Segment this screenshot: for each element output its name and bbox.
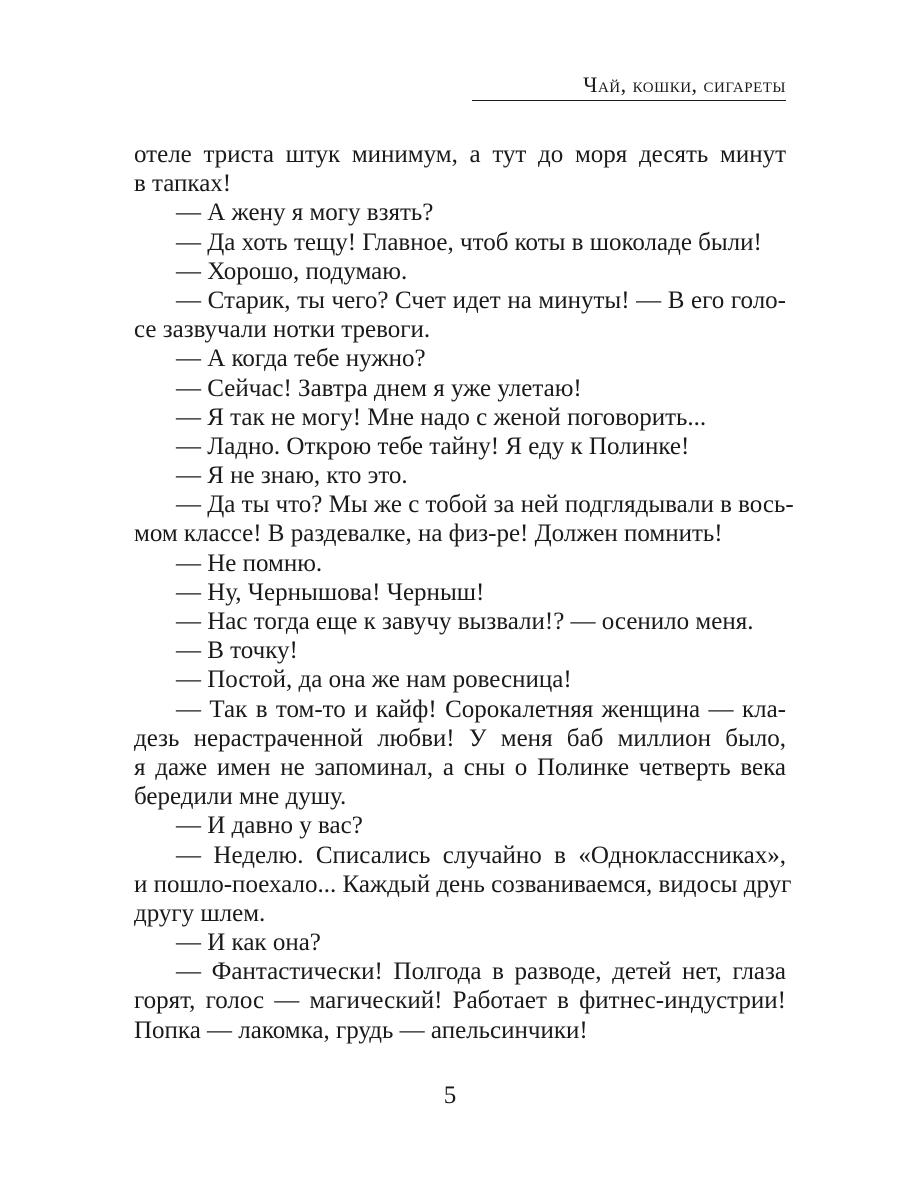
text-line: се зазвучали нотки тревоги.: [134, 316, 431, 344]
text-line: отеле триста штук минимум, а тут до моря десять минут: [134, 141, 786, 168]
text-line: — А жену я могу взять?: [176, 199, 434, 227]
text-line: — И давно у вас?: [176, 812, 363, 840]
text-line: — Старик, ты чего? Счет идет на минуты! — В его голо-: [176, 286, 786, 314]
text-line: и пошло-поехало... Каждый день созваниваемся, видосы друг: [134, 870, 792, 898]
text-line: — Так в том-то и кайф! Сорокалетняя женщина — кла-: [176, 695, 786, 723]
text-line: я даже имен не запоминал, а сны о Полинке четверть века: [134, 753, 786, 781]
text-line: — Фантастически! Полгода в разводе, детей нет, глаза: [176, 958, 786, 986]
text-line: — И как она?: [176, 929, 321, 957]
text-line: — Ладно. Открою тебе тайну! Я еду к Полинке!: [176, 432, 690, 460]
text-line: — Сейчас! Завтра днем я уже улетаю!: [176, 374, 582, 402]
text-line: — Нас тогда еще к завучу вызвали!? — осенило меня.: [176, 608, 754, 635]
text-line: дезь нерастраченной любви! У меня баб миллион было,: [134, 724, 786, 752]
text-line: другу шлем.: [134, 899, 266, 927]
text-line: — Хорошо, подумаю.: [176, 257, 408, 285]
text-line: мом классе! В раздевалке, на физ-ре! Должен помнить!: [134, 520, 723, 548]
text-line: — Я так не могу! Мне надо с женой поговорить...: [176, 403, 707, 431]
text-line: — Я не знаю, кто это.: [176, 462, 408, 490]
text-line: — Постой, да она же нам ровесница!: [176, 666, 572, 694]
text-line: горят, голос — магический! Работает в фитнес-индустрии!: [134, 987, 786, 1015]
text-line: — Да ты что? Мы же с тобой за ней подглядывали в вось-: [176, 491, 794, 519]
text-line: — Не помню.: [176, 549, 323, 577]
text-line: — Да хоть тещу! Главное, чтоб коты в шоколаде были!: [176, 228, 762, 256]
text-body: [134, 140, 794, 1045]
header-rule: [472, 100, 786, 101]
text-line: в тапках!: [134, 170, 232, 198]
text-line: — Ну, Чернышова! Черныш!: [176, 578, 485, 606]
text-line: бередили мне душу.: [134, 783, 347, 811]
page-number: 5: [443, 1082, 457, 1109]
text-line: — А когда тебе нужно?: [176, 345, 426, 373]
text-line: — В точку!: [176, 637, 298, 665]
text-line: — Неделю. Списались случайно в «Одноклассниках»,: [176, 841, 786, 869]
text-line: Попка — лакомка, грудь — апельсинчики!: [134, 1016, 588, 1044]
running-header: Чай, кошки, сигареты: [583, 72, 786, 97]
